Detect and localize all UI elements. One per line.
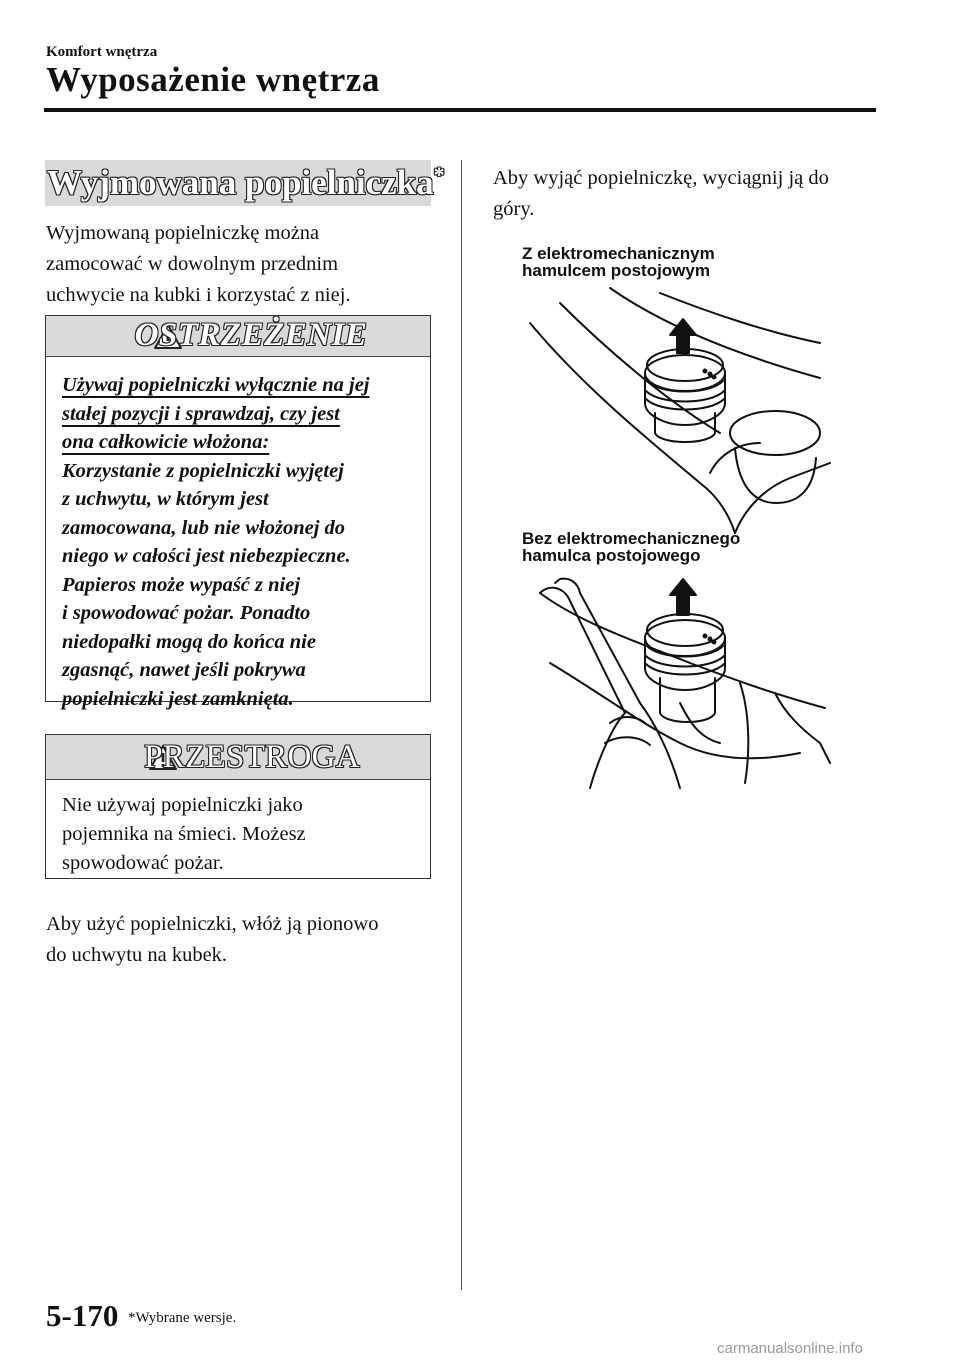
label-with-electric-parking-brake: Z elektromechanicznym hamulcem postojowym bbox=[522, 244, 715, 280]
chapter-title: Wyposażenie wnętrza bbox=[46, 60, 380, 99]
column-divider bbox=[461, 160, 462, 1290]
warning-box bbox=[45, 315, 431, 710]
header-rule bbox=[44, 108, 876, 112]
removal-line: Aby wyjąć popielniczkę, wyciągnij ją do bbox=[493, 167, 829, 189]
intro-paragraph bbox=[46, 218, 430, 311]
label-without-electric-parking-brake: Bez elektromechanicznego hamulca postojowego bbox=[522, 529, 741, 565]
watermark: carmanualsonline.info bbox=[717, 1340, 863, 1357]
warning-headline-line: Używaj popielniczki wyłącznie na jej bbox=[62, 374, 370, 396]
intro-line: Wyjmowaną popielniczkę można bbox=[46, 222, 320, 244]
caution-box bbox=[45, 734, 431, 879]
section-heading-text: Wyjmowana popielniczka bbox=[47, 163, 434, 202]
section-heading bbox=[45, 160, 445, 206]
ashtray-removal-illustration bbox=[520, 283, 840, 793]
removal-line: góry. bbox=[493, 198, 535, 220]
warning-body-line: niego w całości jest niebezpieczne. bbox=[62, 545, 351, 567]
caution-text bbox=[62, 791, 418, 878]
warning-body-line: zgasnąć, nawet jeśli pokrywa bbox=[62, 659, 306, 681]
warning-text bbox=[62, 371, 418, 713]
caution-line: Nie używaj popielniczki jako bbox=[62, 794, 303, 816]
warning-header bbox=[46, 316, 430, 357]
usage-paragraph bbox=[46, 909, 430, 971]
usage-line: Aby użyć popielniczki, włóż ją pionowo bbox=[46, 913, 379, 935]
page-number: 5-170 bbox=[46, 1298, 119, 1333]
caution-line: pojemnika na śmieci. Możesz bbox=[62, 823, 306, 845]
intro-line: zamocować w dowolnym przednim bbox=[46, 253, 339, 275]
caution-header bbox=[46, 735, 430, 780]
up-arrow-icon-bottom bbox=[670, 579, 696, 615]
warning-body-line: popielniczki jest zamknięta. bbox=[62, 687, 294, 710]
warning-title: OSTRZEŻENIE bbox=[134, 317, 368, 353]
warning-headline-line: ona całkowicie włożona: bbox=[62, 431, 270, 453]
caution-title: PRZESTROGA bbox=[144, 739, 360, 775]
section-label: Komfort wnętrza bbox=[46, 44, 158, 60]
console-bottom-drawing bbox=[540, 593, 830, 783]
warning-headline-line: stałej pozycji i sprawdzaj, czy jest bbox=[62, 402, 340, 425]
optional-equipment-marker: * bbox=[433, 162, 445, 187]
warning-body-line: niedopałki mogą do końca nie bbox=[62, 630, 316, 653]
warning-body-line: zamocowana, lub nie włożonej do bbox=[62, 516, 346, 539]
caution-line: spowodować pożar. bbox=[62, 852, 224, 874]
removal-paragraph bbox=[493, 163, 883, 225]
ashtray-bottom-drawing bbox=[645, 614, 725, 722]
warning-body-line: Korzystanie z popielniczki wyjętej bbox=[62, 459, 344, 482]
warning-body-line: Papieros może wypaść z niej bbox=[62, 573, 301, 596]
usage-line: do uchwytu na kubek. bbox=[46, 944, 228, 966]
footnote: *Wybrane wersje. bbox=[128, 1310, 237, 1326]
intro-line: uchwycie na kubki i korzystać z niej. bbox=[46, 284, 351, 306]
warning-body-line: i spowodować pożar. Ponadto bbox=[62, 602, 311, 624]
warning-body-line: z uchwytu, w którym jest bbox=[62, 488, 269, 510]
